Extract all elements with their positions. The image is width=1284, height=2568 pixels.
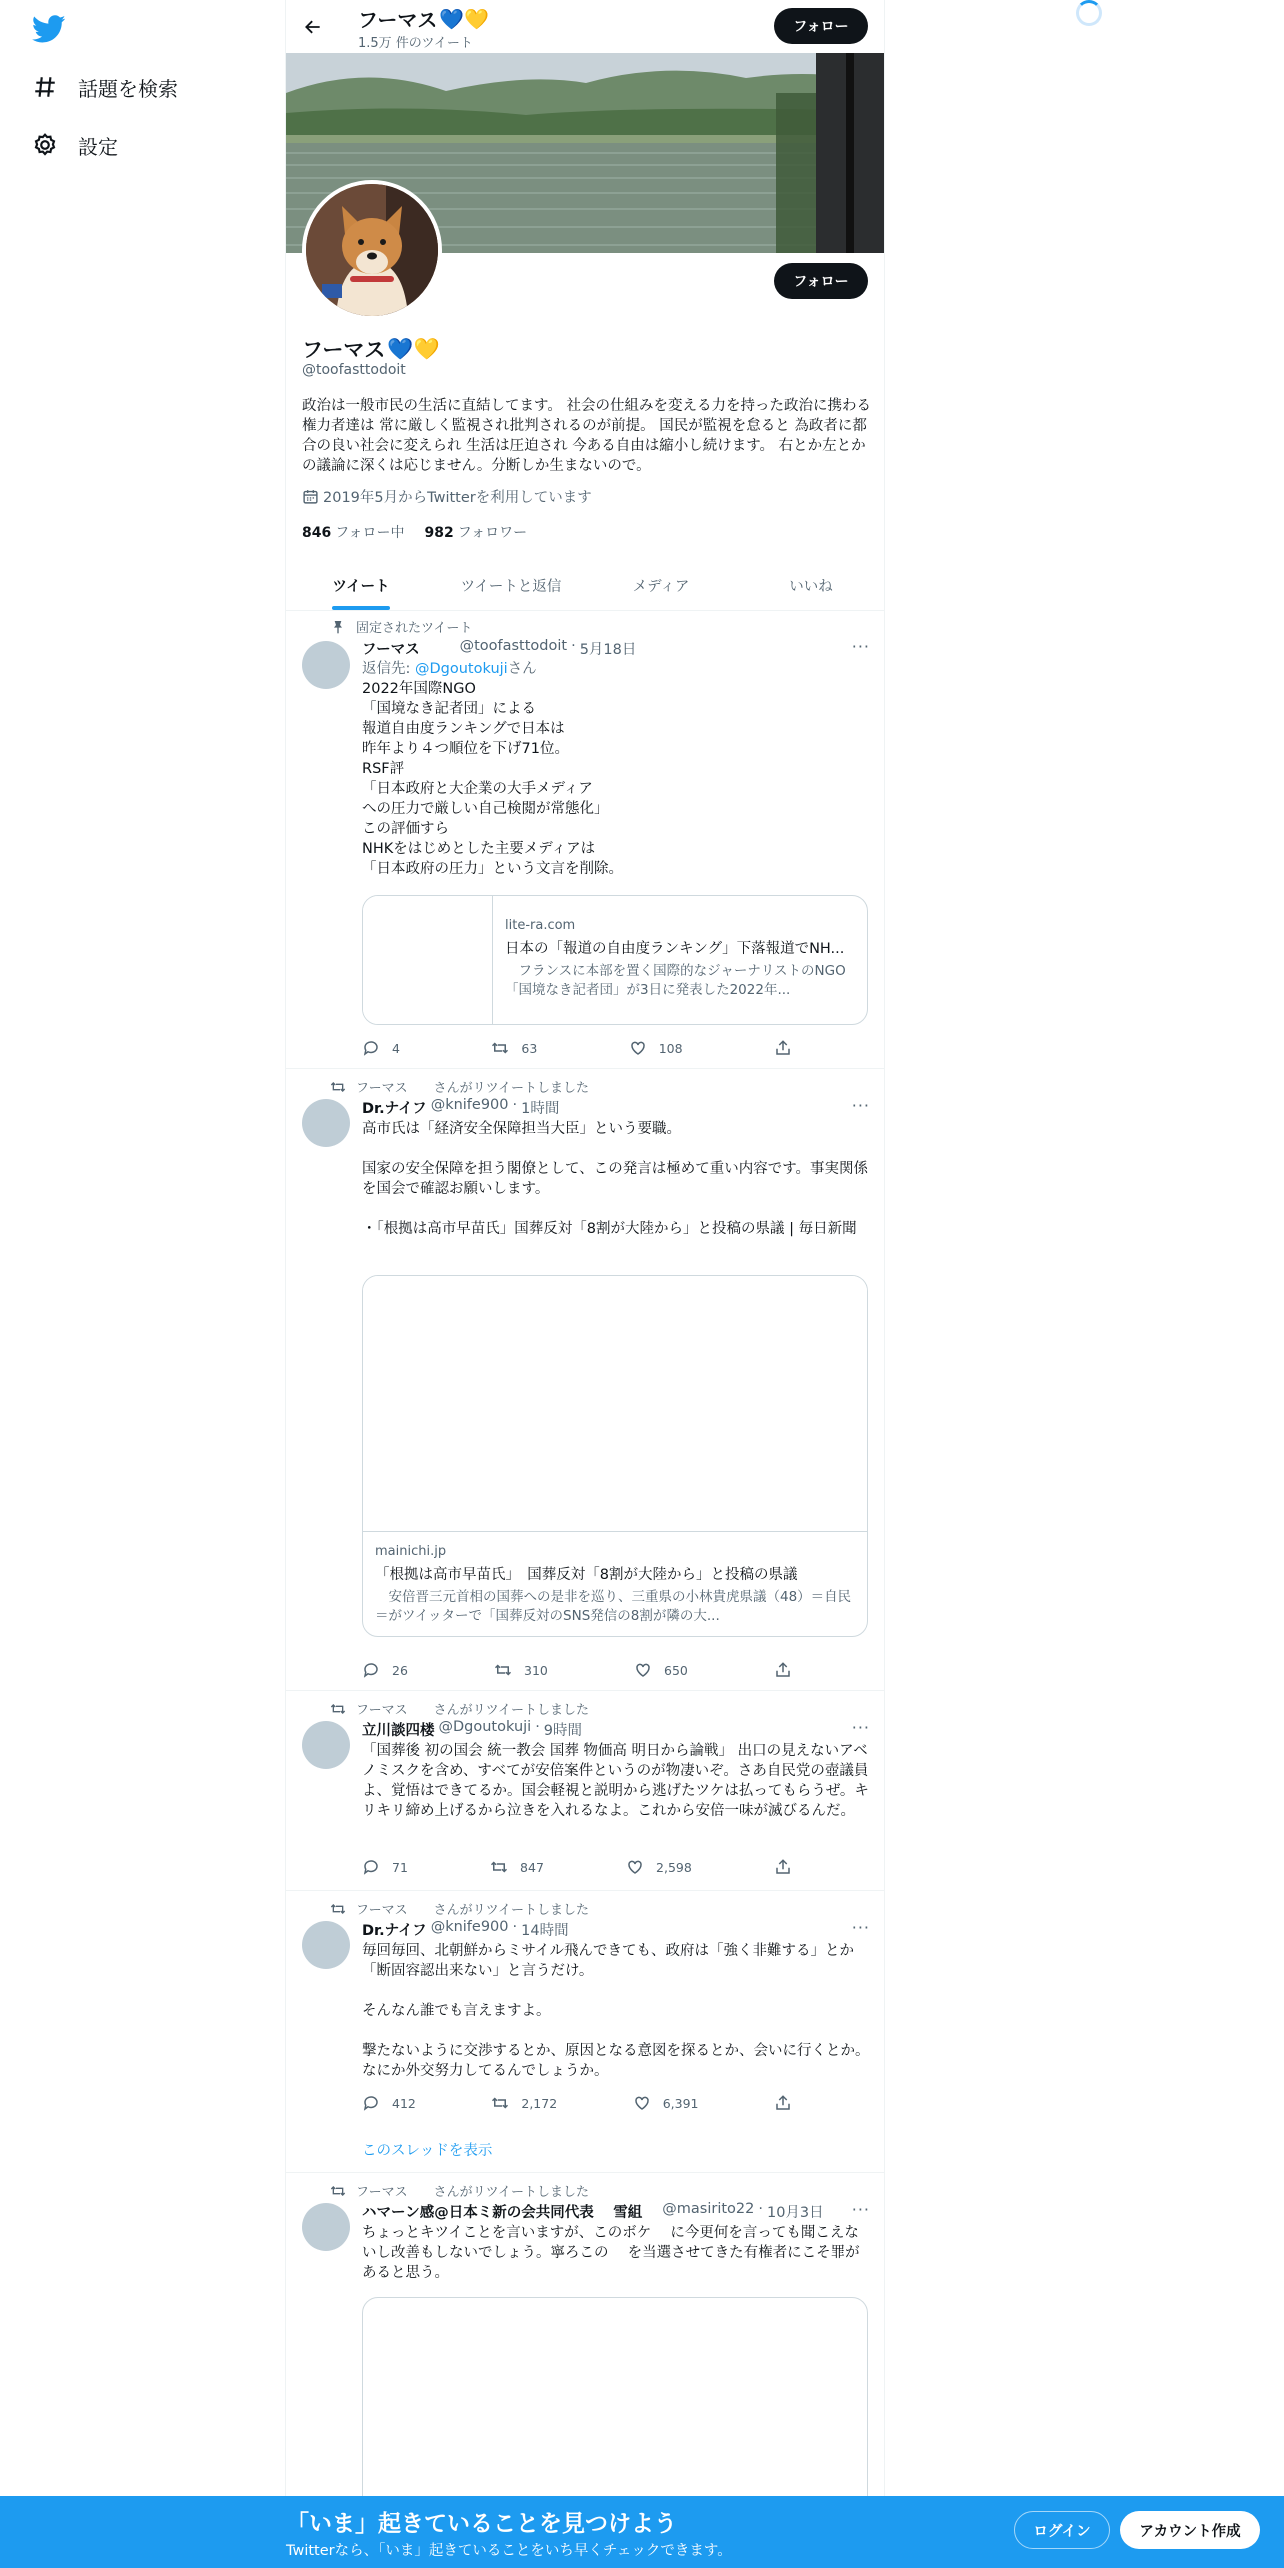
- heart-icon: [626, 1858, 644, 1876]
- tweet-text: ちょっとキツイことを言いますが、このボケ に今更何を言っても聞こえないし改善もしないでしょう。寧ろこの を当選させてきた有権者にこそ罪があると思う。: [362, 2225, 860, 2281]
- like-button[interactable]: [626, 1858, 692, 1876]
- tweet-time[interactable]: 9時間: [543, 1723, 583, 1739]
- like-count: 650: [664, 1662, 688, 1678]
- header-name: [358, 4, 489, 33]
- header-name-text: フーマス: [358, 8, 438, 32]
- tweet-time[interactable]: 5月18日: [579, 642, 637, 658]
- share-icon: [774, 2094, 792, 2112]
- like-button[interactable]: [633, 2094, 699, 2112]
- tweet-context: [330, 2181, 589, 2200]
- reply-icon: [362, 1858, 380, 1876]
- tweet-pinned[interactable]: [286, 611, 885, 1069]
- like-button[interactable]: [634, 1661, 688, 1679]
- tweet-time[interactable]: 10月3日: [766, 2205, 824, 2221]
- tab-tweets-and-replies[interactable]: ツイートと返信: [460, 578, 562, 595]
- tweet-retweet[interactable]: [286, 1069, 885, 1691]
- tweet-actions: [362, 2094, 792, 2112]
- tweet-author-name[interactable]: フーマス: [362, 642, 420, 658]
- reply-count: 26: [392, 1662, 408, 1678]
- pin-icon: [330, 619, 346, 635]
- reply-count: 412: [392, 2095, 416, 2111]
- retweet-button[interactable]: [494, 1661, 548, 1679]
- tweet-author-name[interactable]: 立川談四楼: [362, 1723, 435, 1739]
- bottom-bar-subtitle: Twitterなら、「いま」起きていることをいち早くチェックできます。: [286, 2543, 732, 2559]
- tab-media[interactable]: メディア: [632, 578, 690, 595]
- tweet-dot: ·: [758, 2201, 763, 2217]
- tweet-retweet[interactable]: [286, 1691, 885, 1891]
- tweet-author-handle[interactable]: @knife900: [430, 1919, 509, 1935]
- reply-count: 71: [392, 1859, 408, 1875]
- tweet-author-name[interactable]: Dr.ナイフ: [362, 1101, 427, 1117]
- retweet-count: 310: [524, 1662, 548, 1678]
- nav-settings-label: 設定: [78, 134, 118, 159]
- tweet-author-handle[interactable]: @masirito22: [662, 2201, 755, 2217]
- tweet-more-icon[interactable]: ···: [851, 1918, 870, 1937]
- profile-bio: 政治は一般市民の生活に直結してます。 社会の仕組みを変える力を持った政治に携わる権力者達は 常に厳しく監視され批判されるのが前提。 国民が監視を怠ると 為政者に都合の良い社会に変えられ 生活は圧迫され 今ある自由は縮小し続けます。 右とか左とかの議論に深くは応じません。分断しか生まないので。: [302, 398, 871, 474]
- profile-column: [285, 0, 885, 2568]
- profile-avatar[interactable]: [302, 180, 442, 320]
- tweet-dot: ·: [571, 638, 576, 654]
- twitter-logo-icon[interactable]: [32, 12, 66, 46]
- tweet-more-icon[interactable]: ···: [851, 2200, 870, 2219]
- tweet-author-handle[interactable]: @toofasttodoit: [459, 638, 568, 654]
- reply-button[interactable]: [362, 1661, 408, 1679]
- reply-suffix: さん: [507, 661, 537, 677]
- share-button[interactable]: [774, 1858, 792, 1876]
- reply-count: 4: [392, 1040, 400, 1056]
- reply-button[interactable]: [362, 1039, 400, 1057]
- retweet-icon: [494, 1661, 512, 1679]
- retweet-icon: [490, 1858, 508, 1876]
- bottom-bar-title: 「いま」起きていることを見つけよう: [286, 2511, 677, 2537]
- card-description: 安倍晋三元首相の国葬への是非を巡り、三重県の小林貴虎県議（48）＝自民＝がツイッターで「国葬反対のSNS発信の8割が隣の大...: [375, 1589, 852, 1624]
- like-button[interactable]: [629, 1039, 683, 1057]
- profile-header-bar: [286, 0, 885, 53]
- reply-mention[interactable]: @Dgoutokuji: [415, 661, 508, 677]
- tweet-header: [362, 2201, 824, 2222]
- tweet-header: [362, 1919, 569, 1940]
- tweet-context-text: フーマス さんがリツイートしました: [356, 1081, 589, 1096]
- card-image: [363, 1276, 868, 1532]
- retweet-icon: [330, 1701, 346, 1717]
- tweet-text: 2022年国際NGO 「国境なき記者団」による 報道自由度ランキングで日本は 昨年より４つ順位を下げ71位。 RSF評 「日本政府と大企業の大手メディア への圧力で厳しい自己検閲が常態化」 この評価すら NHKをはじめとした主要メディアは 「日本政府の圧力」という文言を削除。: [362, 681, 623, 877]
- retweet-icon: [491, 1039, 509, 1057]
- tweet-text: 毎回毎回、北朝鮮からミサイル飛んできても、政府は「強く非難する」とか「断固容認出来ない」と言うだけ。 そんなん誰でも言えますよ。 撃たないように交渉するとか、原因となる意図を探るとか、会いに行くとか。なにか外交努力してるんでしょうか。: [362, 1943, 870, 2079]
- tweet-text: 「国葬後 初の国会 統一教会 国葬 物価高 明日から論戦」 出口の見えないアベノミスクを含め、すべてが安倍案件というのが物凄いぞ。さあ自民党の壺議員よ、覚悟はできてるか。国会軽視と説明から逃げたツケは払ってもらうぜ。キリキリ締め上げるから泣きを入れるなよ。これから安倍一味が滅びるんだ。: [362, 1743, 869, 1819]
- share-button[interactable]: [774, 2094, 792, 2112]
- profile-name: [302, 334, 440, 364]
- tweet-author-handle[interactable]: @knife900: [430, 1097, 509, 1113]
- tweet-context-text: フーマス さんがリツイートしました: [356, 1703, 589, 1718]
- reply-icon: [362, 2094, 380, 2112]
- share-icon: [774, 1858, 792, 1876]
- reply-icon: [362, 1661, 380, 1679]
- retweet-count: 2,172: [521, 2095, 558, 2111]
- tweet-header: [362, 638, 636, 659]
- tab-tweets[interactable]: ツイート: [286, 560, 436, 610]
- back-button[interactable]: [298, 12, 328, 42]
- tweet-avatar[interactable]: [302, 2203, 350, 2251]
- link-card[interactable]: [362, 1275, 868, 1637]
- profile-follow-button[interactable]: フォロー: [774, 263, 868, 299]
- tweet-context-text: フーマス さんがリツイートしました: [356, 1903, 589, 1918]
- signup-bottom-bar: [0, 2496, 1284, 2568]
- tweet-author-name[interactable]: ハマーン感@日本ミ新の会共同代表 雪組: [362, 2205, 643, 2221]
- tweet-author-name[interactable]: Dr.ナイフ: [362, 1923, 427, 1939]
- tweet-avatar[interactable]: [302, 1721, 350, 1769]
- retweet-button[interactable]: [490, 1858, 544, 1876]
- tweet-actions: [362, 1039, 792, 1057]
- tweet-context-text: フーマス さんがリツイートしました: [356, 2185, 589, 2200]
- tweet-more-icon[interactable]: ···: [851, 1718, 870, 1737]
- followers-link[interactable]: [425, 522, 528, 542]
- signup-button[interactable]: アカウント作成: [1120, 2511, 1260, 2549]
- reply-prefix: 返信先:: [362, 661, 415, 677]
- profile-joined-text: 2019年5月からTwitterを利用しています: [323, 490, 592, 506]
- tweet-context: [330, 1699, 589, 1718]
- profile-handle: @toofasttodoit: [302, 362, 406, 378]
- tab-likes[interactable]: いいね: [789, 578, 833, 595]
- header-follow-button[interactable]: フォロー: [774, 8, 868, 44]
- link-card[interactable]: [362, 895, 868, 1025]
- tweet-avatar[interactable]: [302, 1099, 350, 1147]
- tweet-actions: [362, 1661, 792, 1679]
- tweet-dot: ·: [512, 1097, 518, 1113]
- arrow-left-icon: [303, 17, 323, 37]
- show-thread-link[interactable]: このスレッドを表示: [362, 2143, 493, 2159]
- tweet-author-handle[interactable]: @Dgoutokuji: [438, 1719, 532, 1735]
- card-domain: lite-ra.com: [505, 918, 576, 933]
- card-domain: mainichi.jp: [375, 1544, 447, 1559]
- share-button[interactable]: [774, 1661, 792, 1679]
- retweet-count: 847: [520, 1859, 544, 1875]
- header-name-badges: 💙💛: [439, 6, 490, 31]
- tweet-more-icon[interactable]: ···: [851, 1096, 870, 1115]
- like-count: 108: [658, 1040, 683, 1056]
- retweet-count: 63: [521, 1040, 538, 1056]
- retweet-button[interactable]: [491, 2094, 557, 2112]
- like-count: 2,598: [656, 1859, 692, 1875]
- profile-joined: [302, 486, 592, 507]
- tweet-more-icon[interactable]: ···: [851, 637, 870, 656]
- following-count: 846: [302, 525, 332, 541]
- tweet-actions: [362, 1858, 792, 1876]
- heart-icon: [633, 2094, 651, 2112]
- heart-icon: [629, 1039, 647, 1057]
- followers-label: フォロワー: [457, 525, 528, 541]
- retweet-icon: [330, 1901, 346, 1917]
- tweet-text: 高市氏は「経済安全保障担当大臣」という要職。 国家の安全保障を担う閣僚として、この発言は極めて重い内容です。事実関係を国会で確認お願いします。 ・「根拠は高市早苗氏」国葬反対「8割が大陸から」と投稿の県議 | 毎日新聞: [362, 1121, 869, 1237]
- calendar-icon: [302, 488, 319, 505]
- tweet-time[interactable]: 14時間: [521, 1923, 569, 1939]
- left-nav: [0, 0, 285, 2568]
- nav-settings[interactable]: [32, 123, 118, 167]
- card-thumbnail: [363, 896, 493, 1025]
- profile-stats: [302, 522, 527, 542]
- reply-icon: [362, 1039, 380, 1057]
- card-description: フランスに本部を置く国際的なジャーナリストのNGO「国境なき記者団」が3日に発表した2022年...: [505, 963, 846, 998]
- retweet-icon: [330, 2183, 346, 2199]
- following-label: フォロー中: [335, 525, 405, 541]
- card-title: 「根拠は高市早苗氏」 国葬反対「8割が大陸から」と投稿の県議: [375, 1567, 798, 1583]
- share-icon: [774, 1039, 792, 1057]
- tweet-header: [362, 1097, 559, 1118]
- retweet-icon: [491, 2094, 509, 2112]
- share-icon: [774, 1661, 792, 1679]
- reply-button[interactable]: [362, 2094, 416, 2112]
- share-button[interactable]: [774, 1039, 792, 1057]
- profile-tabs: [286, 560, 885, 611]
- tweet-context-text: 固定されたツイート: [356, 621, 473, 636]
- followers-count: 982: [424, 525, 454, 541]
- tweet-retweet[interactable]: [286, 1891, 885, 2173]
- tweet-context: [330, 1077, 589, 1096]
- retweet-icon: [330, 1079, 346, 1095]
- following-link[interactable]: [302, 522, 405, 542]
- heart-icon: [634, 1661, 652, 1679]
- tweet-dot: ·: [512, 1919, 518, 1935]
- tweet-header: [362, 1719, 582, 1740]
- tweet-context: [330, 1899, 589, 1918]
- hashtag-icon: [32, 74, 58, 100]
- gear-icon: [32, 132, 58, 158]
- tweet-context: [330, 617, 472, 636]
- card-title: 日本の「報道の自由度ランキング」下落報道でNH...: [505, 941, 845, 957]
- retweet-button[interactable]: [491, 1039, 537, 1057]
- profile-name-text: フーマス: [302, 338, 386, 362]
- shiba-dog-avatar-icon: [306, 184, 438, 316]
- login-button[interactable]: ログイン: [1014, 2511, 1110, 2549]
- nav-explore-label: 話題を検索: [78, 76, 178, 101]
- profile-name-badges: 💙💛: [387, 336, 440, 361]
- tweet-avatar[interactable]: [302, 1921, 350, 1969]
- tweet-time[interactable]: 1時間: [521, 1101, 560, 1117]
- like-count: 6,391: [662, 2095, 699, 2111]
- tweet-avatar[interactable]: [302, 641, 350, 689]
- header-tweet-count: 1.5万 件のツイート: [358, 36, 473, 51]
- nav-explore[interactable]: [32, 65, 178, 109]
- tweet-body: [362, 659, 872, 879]
- reply-button[interactable]: [362, 1858, 408, 1876]
- loading-spinner-icon: [1076, 0, 1102, 26]
- tweet-dot: ·: [535, 1719, 540, 1735]
